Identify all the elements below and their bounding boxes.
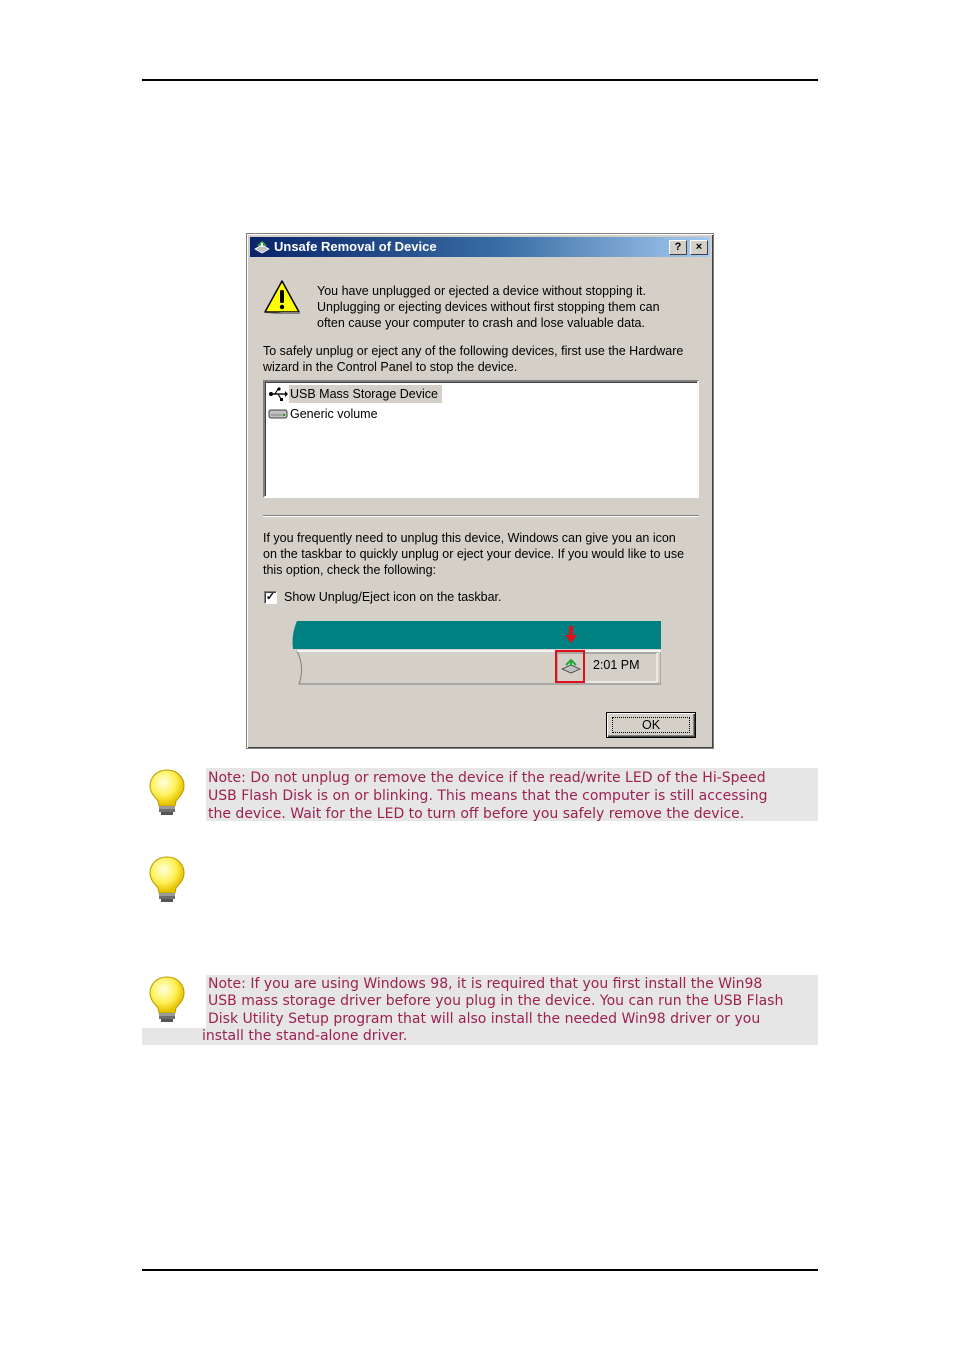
note-line: [208, 769, 818, 787]
dialog-separator: [263, 515, 699, 517]
footer-rule: [142, 1269, 818, 1271]
unplug-eject-tray-icon[interactable]: [561, 657, 581, 675]
device-label: Generic volume: [290, 407, 378, 421]
close-button[interactable]: ×: [690, 240, 708, 255]
warning-message-line: often cause your computer to crash and lose valuable data.: [317, 316, 645, 330]
note-lead: Note:: [208, 770, 246, 786]
warning-message-line: You have unplugged or ejected a device without stopping it.: [317, 284, 646, 298]
warning-message-line: Unplugging or ejecting devices without first stopping them can: [317, 300, 660, 314]
show-eject-icon-checkbox[interactable]: ✓: [265, 591, 276, 603]
lightbulb-icon: [148, 975, 186, 1025]
note-line: install the stand-alone driver.: [202, 1028, 408, 1044]
warning-message: [317, 283, 660, 331]
ok-button-label: OK: [641, 718, 661, 732]
dialog-titlebar[interactable]: [250, 237, 710, 257]
instruction-line: To safely unplug or eject any of the following devices, first use the Hardware: [263, 344, 684, 358]
lightbulb-icon: [148, 768, 186, 818]
header-rule: [142, 79, 818, 81]
note-line: USB mass storage driver before you plug in the device. You can run the USB Flash: [208, 993, 784, 1009]
note-text: Do not unplug or remove the device if the read/write LED of the Hi-Speed: [250, 770, 766, 786]
option-line: on the taskbar to quickly unplug or eject your device. If you would like to use: [263, 547, 685, 561]
device-list[interactable]: [263, 380, 699, 498]
show-eject-icon-label[interactable]: Show Unplug/Eject icon on the taskbar.: [284, 590, 502, 604]
device-label: USB Mass Storage Device: [289, 385, 442, 403]
note-text: If you are using Windows 98, it is required that you first install the Win98: [250, 976, 763, 992]
note-line: USB Flash Disk is on or blinking. This means that the computer is still accessing: [208, 788, 768, 804]
arrow-down-icon: [565, 626, 577, 644]
note-line: the device. Wait for the LED to turn off before you safely remove the device.: [208, 806, 745, 822]
lightbulb-icon: [148, 855, 186, 905]
option-line: If you frequently need to unplug this device, Windows can give you an icon: [263, 531, 676, 545]
note-win98-driver: [142, 975, 818, 1045]
taskbar-illustration: [291, 619, 661, 685]
note-lead: Note:: [208, 976, 246, 992]
help-button[interactable]: ?: [669, 240, 687, 255]
drive-icon: [268, 406, 288, 422]
note-led-warning: [206, 768, 818, 821]
option-line: this option, check the following:: [263, 563, 437, 577]
taskbar-clock: 2:01 PM: [593, 658, 640, 672]
dialog-title: Unsafe Removal of Device: [274, 239, 437, 254]
instruction-text: [263, 343, 683, 375]
ok-button[interactable]: [606, 712, 696, 738]
note-line: [208, 975, 762, 993]
instruction-line: wizard in the Control Panel to stop the device.: [263, 360, 518, 374]
warning-icon: [263, 279, 301, 315]
option-text: [263, 530, 684, 578]
note-line: Disk Utility Setup program that will also install the needed Win98 driver or you: [208, 1011, 761, 1027]
usb-icon: [268, 386, 288, 402]
hardware-icon: [253, 239, 271, 255]
unsafe-removal-dialog: [246, 233, 714, 749]
